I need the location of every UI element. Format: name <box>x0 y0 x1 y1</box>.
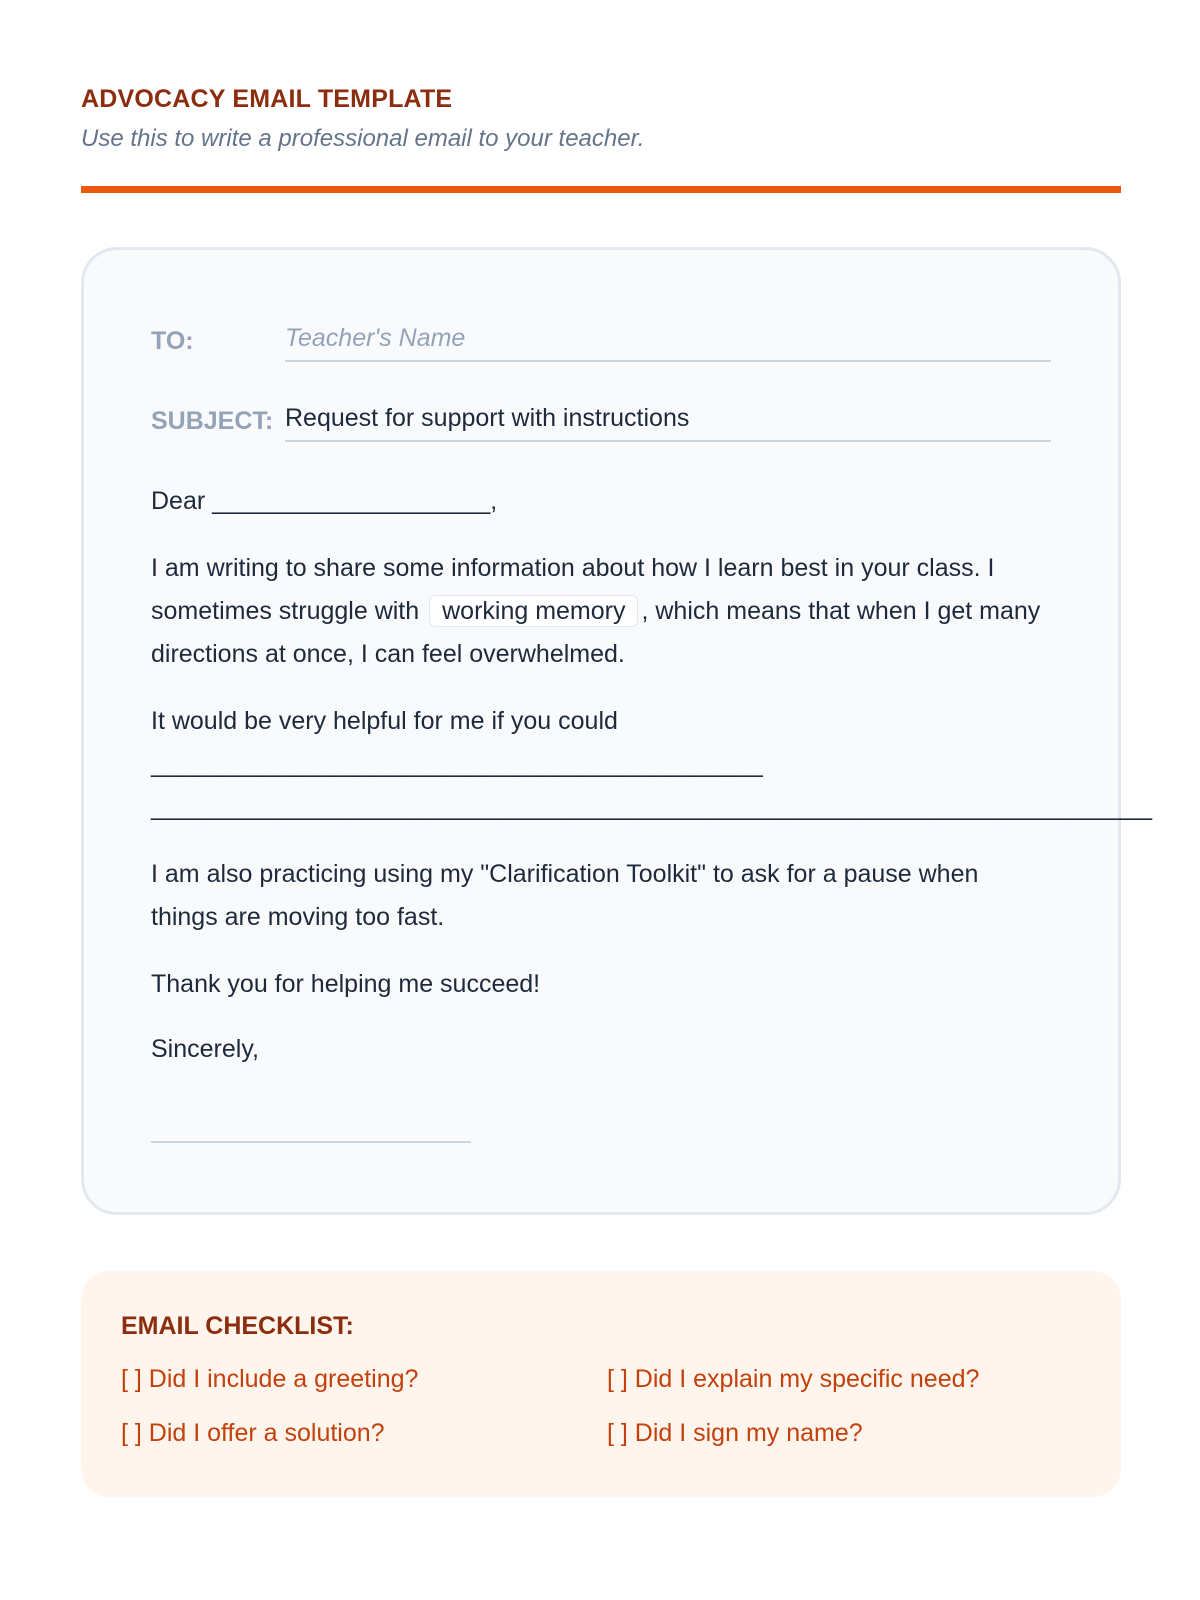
checklist-items <box>121 1363 1081 1449</box>
checklist-item-signature[interactable]: [ ] Did I sign my name? <box>607 1419 863 1447</box>
request-blank-2[interactable]: ________________________________________________________________________ <box>151 793 1153 821</box>
subject-label: SUBJECT: <box>151 407 274 435</box>
greeting-name-blank[interactable]: ____________________, <box>212 487 498 515</box>
paragraph-request <box>151 700 1153 829</box>
to-field[interactable]: Teacher's Name <box>285 324 1051 362</box>
closing: Sincerely, <box>151 1035 259 1063</box>
checklist-item-solution[interactable]: [ ] Did I offer a solution? <box>121 1419 385 1447</box>
paragraph-1-continued: , which means that when I get many directions at once, I can feel overwhelmed. <box>151 597 1041 668</box>
checklist-item-greeting[interactable]: [ ] Did I include a greeting? <box>121 1365 419 1393</box>
greeting-word: Dear <box>151 487 206 515</box>
page <box>81 84 1153 1497</box>
paragraph-2-text: It would be very helpful for me if you could <box>151 707 618 735</box>
email-checklist <box>81 1271 1121 1497</box>
page-title: ADVOCACY EMAIL TEMPLATE <box>81 85 453 113</box>
checklist-item-need[interactable]: [ ] Did I explain my specific need? <box>607 1365 980 1393</box>
paragraph-learning-need <box>151 547 1051 676</box>
email-template-card <box>81 247 1153 1215</box>
subject-row <box>151 394 1051 442</box>
subject-field[interactable]: Request for support with instructions <box>285 404 1051 442</box>
request-blank-1[interactable]: ____________________________________________ <box>151 750 763 778</box>
signature-line[interactable] <box>151 1121 471 1143</box>
paragraph-1-text: I am writing to share some information about how I learn best in your class. I sometimes struggle with <box>151 554 995 625</box>
greeting-line <box>151 480 1051 523</box>
checklist-title: EMAIL CHECKLIST: <box>121 1312 354 1340</box>
paragraph-toolkit: I am also practicing using my "Clarification Toolkit" to ask for a pause when things are moving too fast. <box>151 860 979 931</box>
need-chip[interactable]: working memory <box>429 595 638 627</box>
paragraph-thanks: Thank you for helping me succeed! <box>151 970 541 998</box>
to-label: TO: <box>151 327 194 355</box>
page-subtitle: Use this to write a professional email to your teacher. <box>81 125 645 152</box>
to-row <box>151 314 1051 362</box>
accent-divider <box>81 186 1121 193</box>
